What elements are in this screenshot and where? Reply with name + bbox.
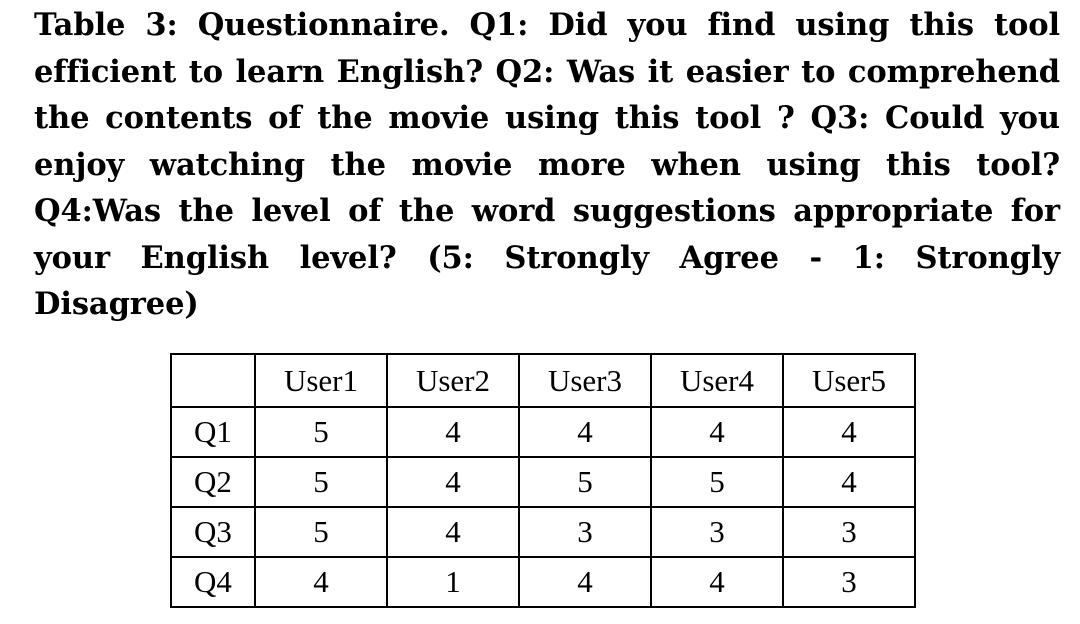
- questionnaire-table: [170, 353, 916, 608]
- questionnaire-table-container: [170, 353, 916, 608]
- cell-q3-user3: 3: [519, 507, 651, 557]
- cell-q2-user1: 5: [255, 457, 387, 507]
- table-header-cell-corner: [171, 354, 255, 407]
- row-label-q3: Q3: [171, 507, 255, 557]
- cell-q1-user4: 4: [651, 407, 783, 457]
- cell-q4-user5: 3: [783, 557, 915, 607]
- cell-q1-user1: 5: [255, 407, 387, 457]
- cell-q2-user3: 5: [519, 457, 651, 507]
- table-header-cell-user2: User2: [387, 354, 519, 407]
- table-header-cell-user3: User3: [519, 354, 651, 407]
- cell-q2-user4: 5: [651, 457, 783, 507]
- table-header: [171, 354, 915, 407]
- table-body: [171, 407, 915, 607]
- table-header-cell-user1: User1: [255, 354, 387, 407]
- table-header-row: [171, 354, 915, 407]
- cell-q4-user2: 1: [387, 557, 519, 607]
- cell-q1-user2: 4: [387, 407, 519, 457]
- row-label-q1: Q1: [171, 407, 255, 457]
- cell-q2-user5: 4: [783, 457, 915, 507]
- table-row: [171, 507, 915, 557]
- cell-q3-user5: 3: [783, 507, 915, 557]
- cell-q3-user4: 3: [651, 507, 783, 557]
- table-row: [171, 557, 915, 607]
- cell-q4-user1: 4: [255, 557, 387, 607]
- cell-q4-user4: 4: [651, 557, 783, 607]
- cell-q3-user1: 5: [255, 507, 387, 557]
- cell-q3-user2: 4: [387, 507, 519, 557]
- table-caption: Table 3: Questionnaire. Q1: Did you find using this tool efficient to learn English? Q2: Was it easier to comprehend the contents of the movie using this tool ? Q3: Could you enjoy watching the movie more when using this tool? Q4:Was the level of the word suggestions appropriate for your English level? (5: Strongly Agree - 1: Strongly Disagree): [34, 7, 1060, 322]
- row-label-q4: Q4: [171, 557, 255, 607]
- table-row: [171, 457, 915, 507]
- table-header-cell-user5: User5: [783, 354, 915, 407]
- cell-q2-user2: 4: [387, 457, 519, 507]
- row-label-q2: Q2: [171, 457, 255, 507]
- table-header-cell-user4: User4: [651, 354, 783, 407]
- cell-q4-user3: 4: [519, 557, 651, 607]
- table-row: [171, 407, 915, 457]
- cell-q1-user3: 4: [519, 407, 651, 457]
- cell-q1-user5: 4: [783, 407, 915, 457]
